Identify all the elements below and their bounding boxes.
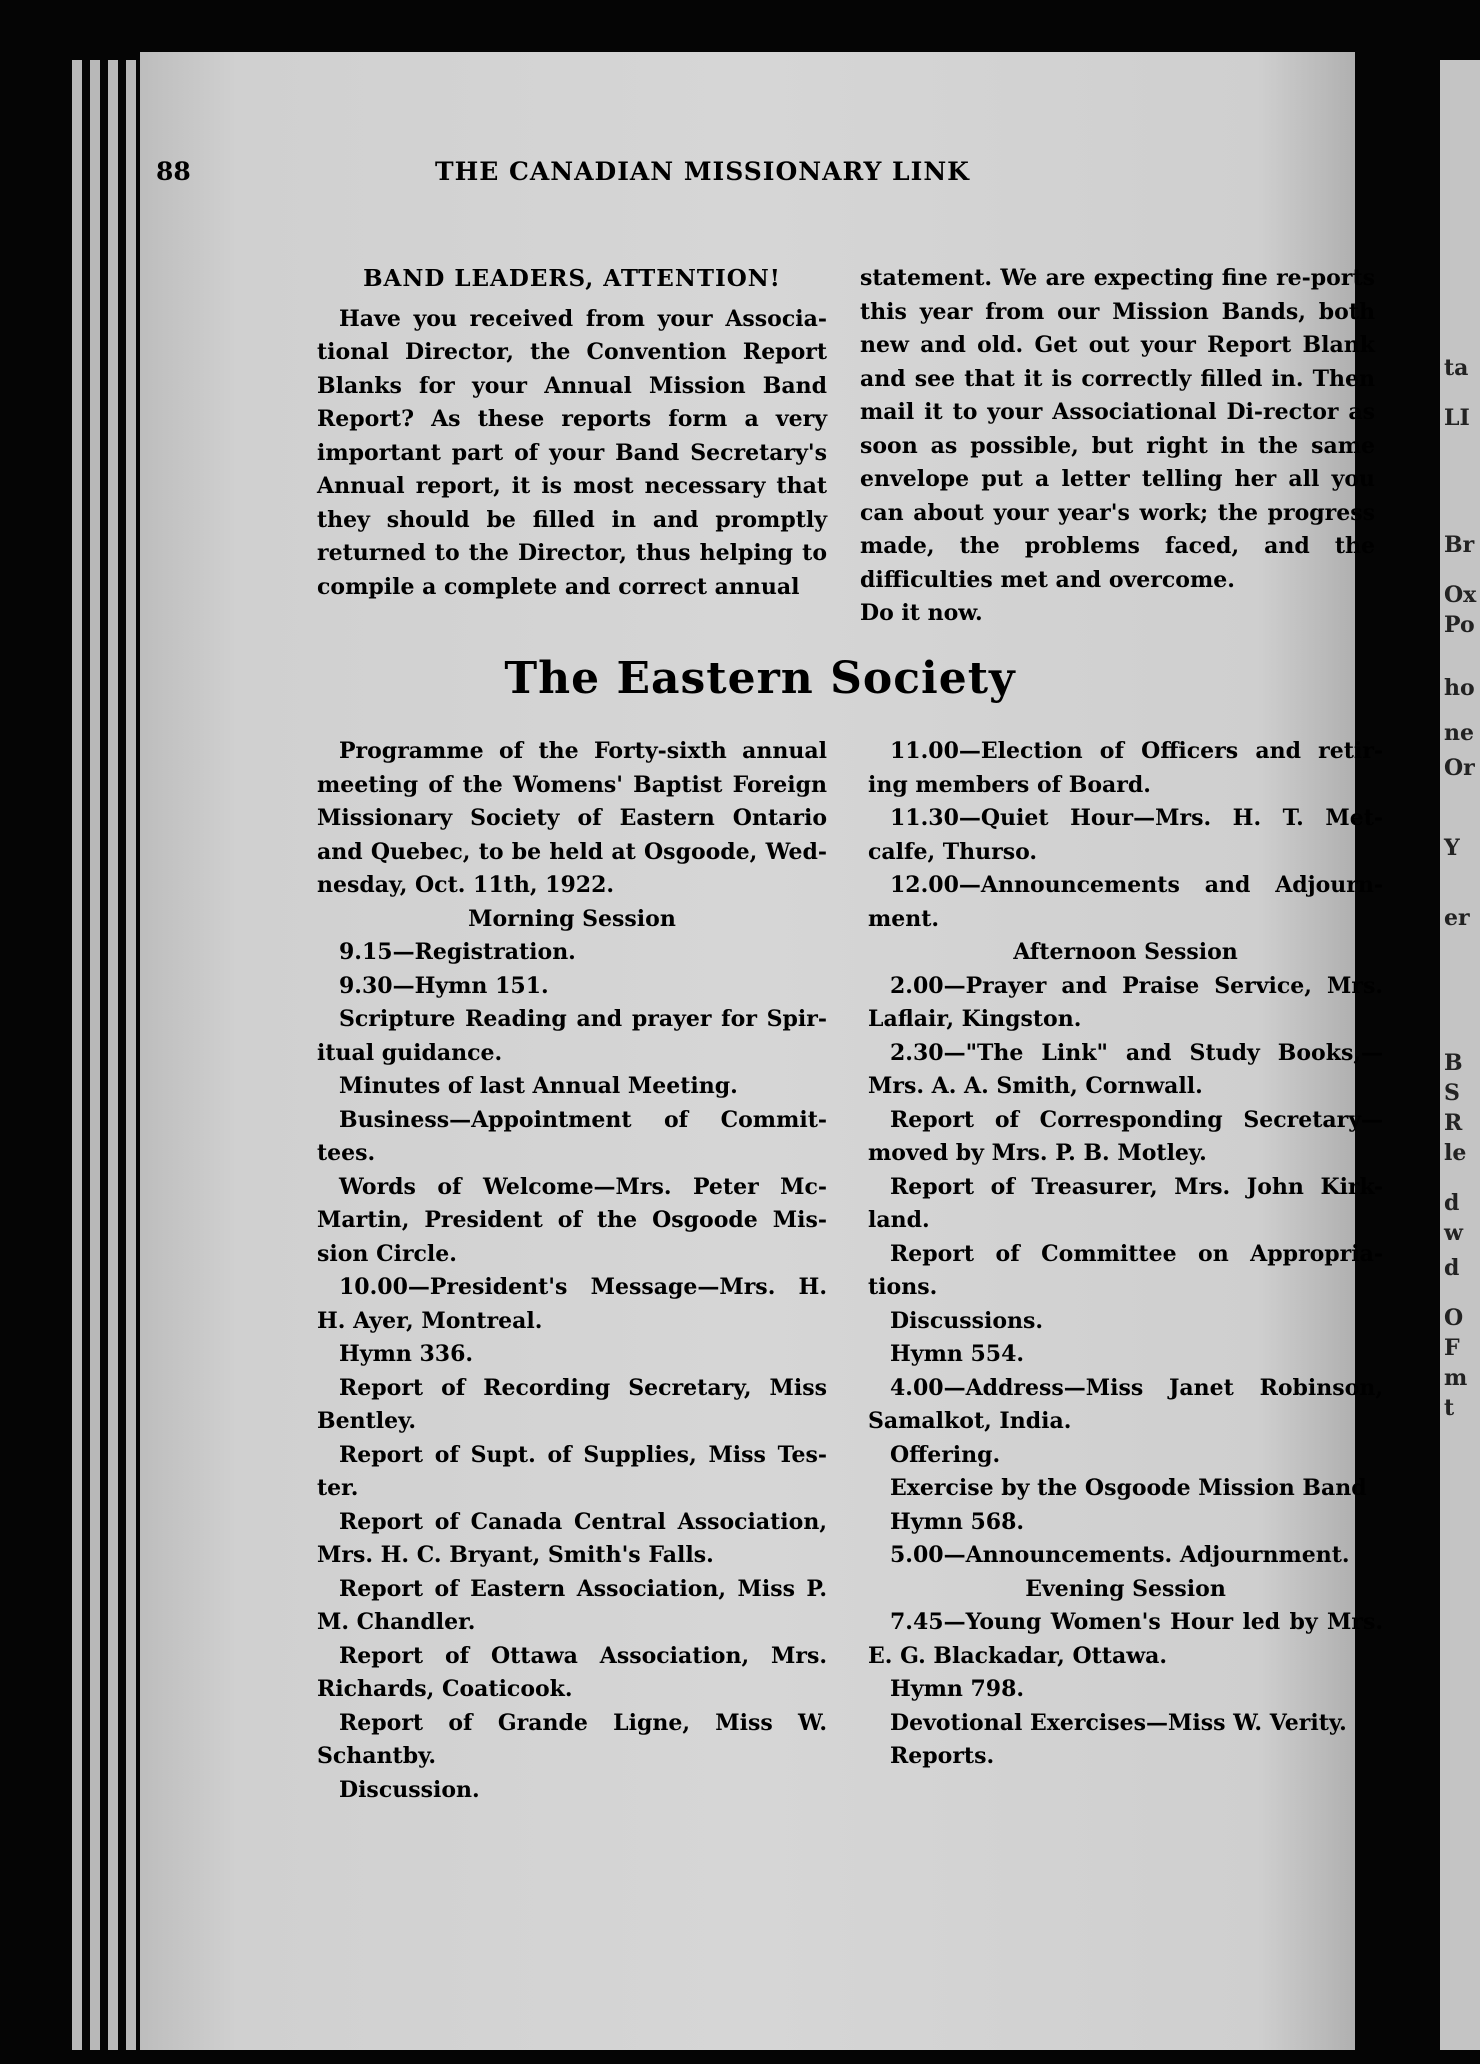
- fragment: O: [1444, 1305, 1464, 1331]
- programme-intro: Programme of the Forty-sixth annual meeting of the Womens' Baptist Foreign Missionary Society of Eastern Ontario and Quebec, to be held at Osgoode, Wed-nesday, Oct. 11th, 1922.: [317, 738, 827, 898]
- fragment: d: [1444, 1255, 1460, 1281]
- fragment: le: [1444, 1140, 1467, 1166]
- band-leaders-right-column: [860, 262, 1375, 631]
- page-edges: [72, 60, 142, 2050]
- programme-item: Report of Corresponding Secretary—moved by Mrs. P. B. Motley.: [868, 1106, 1383, 1166]
- programme-item: Exercise by the Osgoode Mission Band: [890, 1475, 1367, 1501]
- programme-item: Discussion.: [339, 1776, 480, 1803]
- fragment: B: [1444, 1050, 1463, 1076]
- programme-item: Report of Ottawa Association, Mrs. Richards, Coaticook.: [317, 1642, 827, 1702]
- programme-item: 11.00—Election of Officers and retir-ing members of Board.: [868, 738, 1383, 798]
- band-leaders-left-column: [317, 262, 827, 604]
- programme-item: Words of Welcome—Mrs. Peter Mc-Martin, President of the Osgoode Mis-sion Circle.: [317, 1173, 827, 1267]
- fragment: LI: [1444, 405, 1470, 431]
- programme-item: Offering.: [890, 1441, 1001, 1468]
- programme-item: 4.00—Address—Miss Janet Robinson, Samalkot, India.: [868, 1374, 1383, 1434]
- fragment: er: [1444, 905, 1470, 931]
- programme-item: 9.30—Hymn 151.: [339, 972, 549, 999]
- programme-item: Devotional Exercises—Miss W. Verity.: [890, 1709, 1347, 1736]
- fragment: Ox: [1444, 582, 1477, 608]
- programme-item: 11.30—Quiet Hour—Mrs. H. T. Met-calfe, Thurso.: [868, 805, 1383, 865]
- running-header: [0, 157, 1480, 193]
- programme-left-column: [317, 735, 827, 1807]
- article-closing: Do it now.: [860, 600, 983, 626]
- programme-item: Business—Appointment of Commit-tees.: [317, 1106, 827, 1166]
- afternoon-session-heading: Afternoon Session: [1013, 939, 1238, 965]
- programme-right-column: [868, 735, 1383, 1774]
- programme-item: Report of Canada Central Association, Mrs. H. C. Bryant, Smith's Falls.: [317, 1508, 827, 1568]
- fragment: R: [1444, 1110, 1463, 1136]
- programme-item: 10.00—President's Message—Mrs. H. H. Ayer, Montreal.: [317, 1274, 827, 1334]
- programme-item: 2.30—"The Link" and Study Books,—Mrs. A. A. Smith, Cornwall.: [868, 1039, 1383, 1099]
- fragment: m: [1444, 1365, 1468, 1391]
- programme-item: Hymn 798.: [890, 1676, 1025, 1702]
- programme-item: 12.00—Announcements and Adjourn-ment.: [868, 872, 1383, 932]
- programme-item: 5.00—Announcements. Adjournment.: [890, 1542, 1350, 1568]
- programme-item: Report of Grande Ligne, Miss W. Schantby.: [317, 1709, 827, 1769]
- article-body-right: statement. We are expecting fine re-ports this year from our Mission Bands, both new and old. Get out your Report Blank and see that it is correctly filled in. Then mail it to your Associational Di-rector as soon as possible, but right in the same envelope put a letter telling her all you can about your year's work; the progress made, the problems faced, and the difficulties met and overcome.: [860, 265, 1375, 593]
- programme-item: Discussions.: [890, 1307, 1044, 1334]
- programme-item: 2.00—Prayer and Praise Service, Mrs. Laflair, Kingston.: [868, 972, 1383, 1032]
- programme-item: Reports.: [890, 1743, 995, 1769]
- page-number: 88: [156, 157, 191, 186]
- fragment: Po: [1444, 612, 1475, 638]
- programme-item: 9.15—Registration.: [339, 939, 576, 965]
- programme-item: Report of Treasurer, Mrs. John Kirk-land.: [868, 1173, 1383, 1233]
- fragment: t: [1444, 1395, 1455, 1421]
- fragment: w: [1444, 1220, 1463, 1246]
- fragment: ho: [1444, 675, 1475, 701]
- programme-item: 7.45—Young Women's Hour led by Mrs. E. G. Blackadar, Ottawa.: [868, 1609, 1383, 1669]
- programme-item: Report of Eastern Association, Miss P. M. Chandler.: [317, 1575, 827, 1635]
- fragment: ta: [1444, 355, 1469, 381]
- fragment: d: [1444, 1190, 1460, 1216]
- programme-item: Minutes of last Annual Meeting.: [339, 1073, 738, 1099]
- programme-item: Scripture Reading and prayer for Spir-itual guidance.: [317, 1006, 827, 1066]
- article-body-left: Have you received from your Associa-tional Director, the Convention Report Blanks for your Annual Mission Band Report? As these reports form a very important part of your Band Secretary's Annual report, it is most necessary that they should be filled in and promptly returned to the Director, thus helping to compile a complete and correct annual: [317, 305, 827, 600]
- programme-item: Hymn 336.: [339, 1341, 474, 1367]
- morning-session-heading: Morning Session: [468, 905, 676, 932]
- article-title: BAND LEADERS, ATTENTION!: [363, 265, 781, 292]
- programme-item: Report of Committee on Appropria-tions.: [868, 1240, 1383, 1300]
- fragment: S: [1444, 1080, 1460, 1106]
- evening-session-heading: Evening Session: [1025, 1575, 1226, 1602]
- programme-item: Report of Supt. of Supplies, Miss Tes-ter.: [317, 1441, 827, 1501]
- adjacent-page-fragment: [1440, 60, 1480, 2050]
- fragment: F: [1444, 1335, 1460, 1361]
- programme-item: Report of Recording Secretary, Miss Bentley.: [317, 1374, 827, 1434]
- fragment: Br: [1444, 532, 1475, 558]
- fragment: ne: [1444, 720, 1474, 746]
- section-heading: The Eastern Society: [504, 653, 1016, 704]
- fragment: Or: [1444, 755, 1475, 781]
- programme-item: Hymn 554.: [890, 1341, 1025, 1367]
- programme-item: Hymn 568.: [890, 1508, 1025, 1535]
- fragment: Y: [1444, 835, 1460, 861]
- running-title: THE CANADIAN MISSIONARY LINK: [435, 157, 970, 186]
